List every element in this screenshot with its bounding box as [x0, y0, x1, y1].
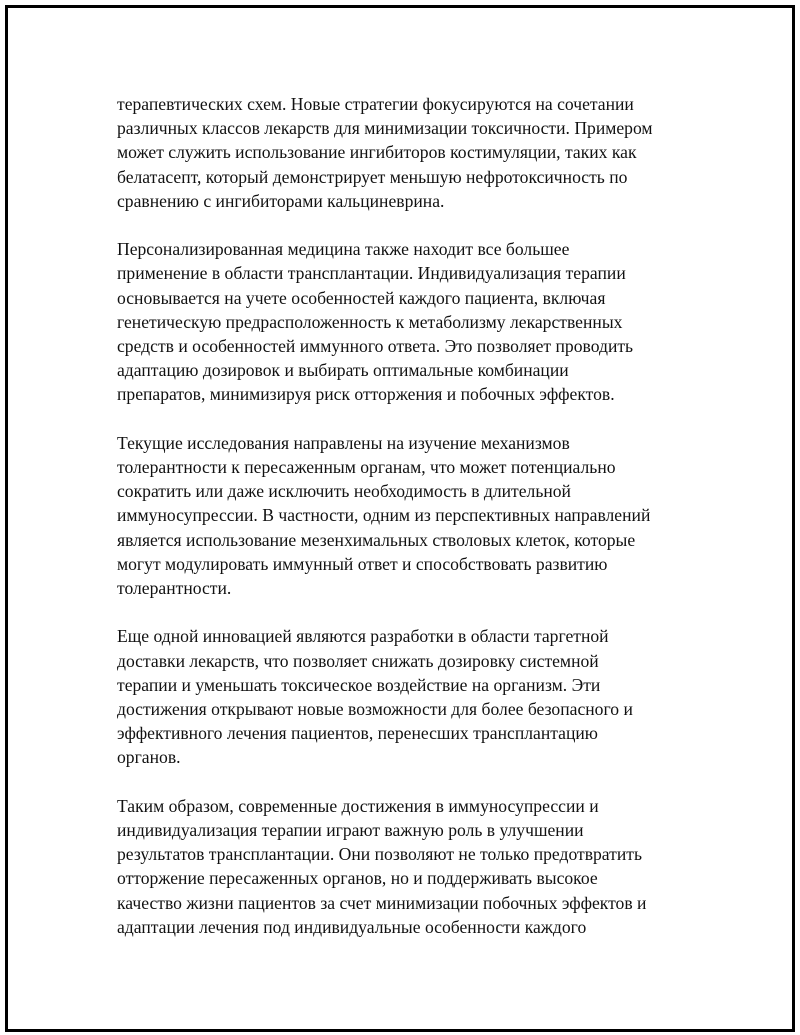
- text-line: средств и особенностей иммунного ответа. Это позволяет проводить: [117, 336, 634, 357]
- text-line: белатасепт, который демонстрирует меньшую нефротоксичность по: [117, 166, 628, 187]
- paragraph-targeted-delivery: [117, 624, 697, 769]
- text-line: качество жизни пациентов за счет минимизации побочных эффектов и: [117, 892, 647, 913]
- text-line: иммуносупрессии. В частности, одним из перспективных направлений: [117, 505, 651, 526]
- text-line: применение в области трансплантации. Индивидуализация терапии: [117, 263, 626, 284]
- text-line: могут модулировать иммунный ответ и способствовать развитию: [117, 553, 608, 574]
- text-line: отторжение пересаженных органов, но и поддерживать высокое: [117, 868, 598, 889]
- text-line: является использование мезенхимальных стволовых клеток, которые: [117, 529, 636, 550]
- text-line: адаптации лечения под индивидуальные особенности каждого: [117, 916, 587, 937]
- text-line: может служить использование ингибиторов костимуляции, таких как: [117, 142, 637, 163]
- text-line: генетическую предрасположенность к метаболизму лекарственных: [117, 311, 623, 332]
- text-line: основывается на учете особенностей каждого пациента, включая: [117, 287, 606, 308]
- text-line: индивидуализация терапии играют важную роль в улучшении: [117, 820, 584, 841]
- text-line: адаптацию дозировок и выбирать оптимальные комбинации: [117, 360, 569, 381]
- text-line: препаратов, минимизируя риск отторжения и побочных эффектов.: [117, 384, 615, 405]
- text-line: толерантности.: [117, 578, 232, 599]
- paragraph-personalized-medicine: [117, 237, 697, 406]
- text-line: терапевтических схем. Новые стратегии фокусируются на сочетании: [117, 94, 634, 114]
- paragraph-immunosuppression-strategies: [117, 92, 697, 213]
- text-line: эффективного лечения пациентов, перенесших трансплантацию: [117, 723, 598, 744]
- paragraph-conclusion: [117, 794, 697, 939]
- text-line: терапии и уменьшать токсическое воздействие на организм. Эти: [117, 674, 601, 695]
- text-line: Таким образом, современные достижения в иммуносупрессии и: [117, 795, 599, 816]
- text-line: Персонализированная медицина также находит все большее: [117, 239, 570, 260]
- text-line: Еще одной инновацией являются разработки в области таргетной: [117, 626, 609, 647]
- text-line: толерантности к пересаженным органам, что может потенциально: [117, 457, 616, 478]
- paragraph-tolerance-research: [117, 431, 697, 600]
- text-line: результатов трансплантации. Они позволяют не только предотвратить: [117, 844, 642, 865]
- text-line: органов.: [117, 747, 181, 768]
- text-line: Текущие исследования направлены на изучение механизмов: [117, 432, 570, 453]
- document-body: [117, 92, 697, 963]
- text-line: сократить или даже исключить необходимость в длительной: [117, 481, 571, 502]
- text-line: доставки лекарств, что позволяет снижать дозировку системной: [117, 650, 599, 671]
- text-line: сравнению с ингибиторами кальциневрина.: [117, 190, 445, 211]
- text-line: различных классов лекарств для минимизации токсичности. Примером: [117, 118, 653, 139]
- text-line: достижения открывают новые возможности для более безопасного и: [117, 699, 633, 720]
